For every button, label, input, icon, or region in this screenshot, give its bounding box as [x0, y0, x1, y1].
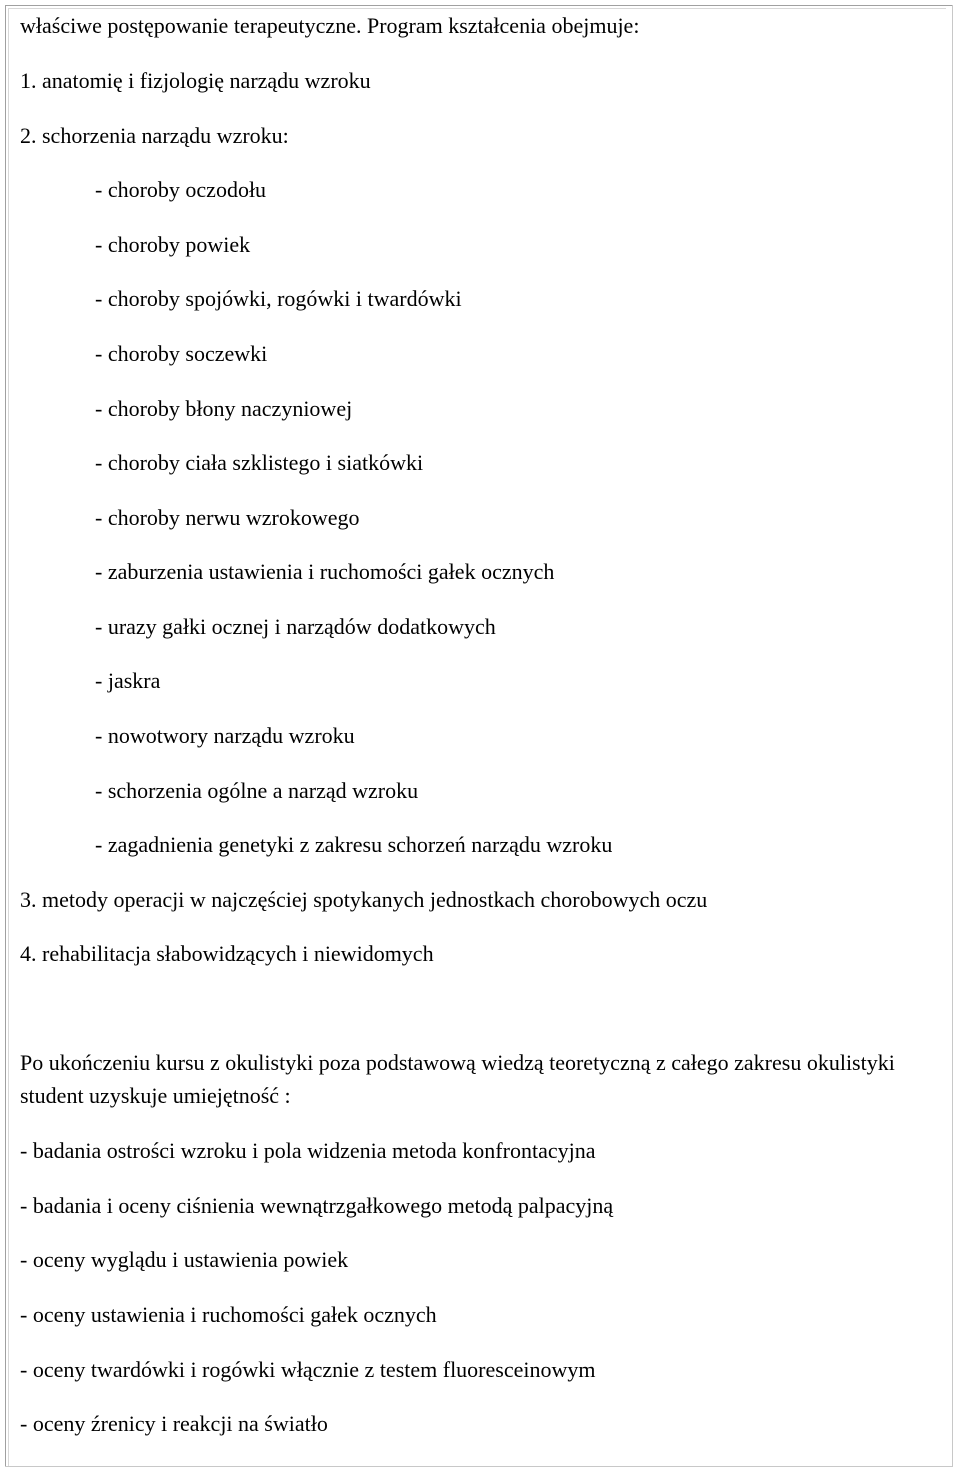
list-item: - choroby nerwu wzrokowego — [95, 505, 360, 530]
list-item: - oceny wyglądu i ustawienia powiek — [20, 1247, 349, 1272]
intro-text: właściwe postępowanie terapeutyczne. Program kształcenia obejmuje: — [20, 13, 640, 38]
list-item: - choroby spojówki, rogówki i twardówki — [95, 286, 462, 311]
program-item-4: 4. rehabilitacja słabowidzących i niewidomych — [20, 941, 434, 966]
list-item: - choroby ciała szklistego i siatkówki — [95, 450, 424, 475]
list-item: - schorzenia ogólne a narząd wzroku — [95, 778, 419, 803]
list-item: - badania ostrości wzroku i pola widzenia metoda konfrontacyjna — [20, 1138, 596, 1163]
list-item: - nowotwory narządu wzroku — [95, 723, 355, 748]
list-item: - oceny twardówki i rogówki włącznie z testem fluoresceinowym — [20, 1357, 596, 1382]
list-item: - choroby soczewki — [95, 341, 268, 366]
list-item: - choroby oczodołu — [95, 177, 267, 202]
list-item: - oceny źrenicy i reakcji na światło — [20, 1411, 328, 1436]
list-item: - badania i oceny ciśnienia wewnątrzgałkowego metodą palpacyjną — [20, 1193, 614, 1218]
list-item: - jaskra — [95, 668, 161, 693]
frame-shadow-bottom — [5, 1466, 953, 1467]
list-item: - urazy gałki ocznej i narządów dodatkowych — [95, 614, 496, 639]
list-item: - choroby błony naczyniowej — [95, 396, 353, 421]
list-item: - zaburzenia ustawienia i ruchomości gałek ocznych — [95, 559, 555, 584]
list-item: - choroby powiek — [95, 232, 251, 257]
program-item-3: 3. metody operacji w najczęściej spotykanych jednostkach chorobowych oczu — [20, 887, 708, 912]
program-item-2: 2. schorzenia narządu wzroku: — [20, 123, 289, 148]
list-item: - oceny ustawienia i ruchomości gałek ocznych — [20, 1302, 437, 1327]
outcomes-paragraph: Po ukończeniu kursu z okulistyki poza podstawową wiedzą teoretyczną z całego zakresu okulistyki student uzyskuje umiejętność : — [20, 1050, 895, 1108]
list-item: - zagadnienia genetyki z zakresu schorzeń narządu wzroku — [95, 832, 613, 857]
frame-shadow-right — [952, 5, 953, 1467]
program-item-1: 1. anatomię i fizjologię narządu wzroku — [20, 68, 371, 93]
